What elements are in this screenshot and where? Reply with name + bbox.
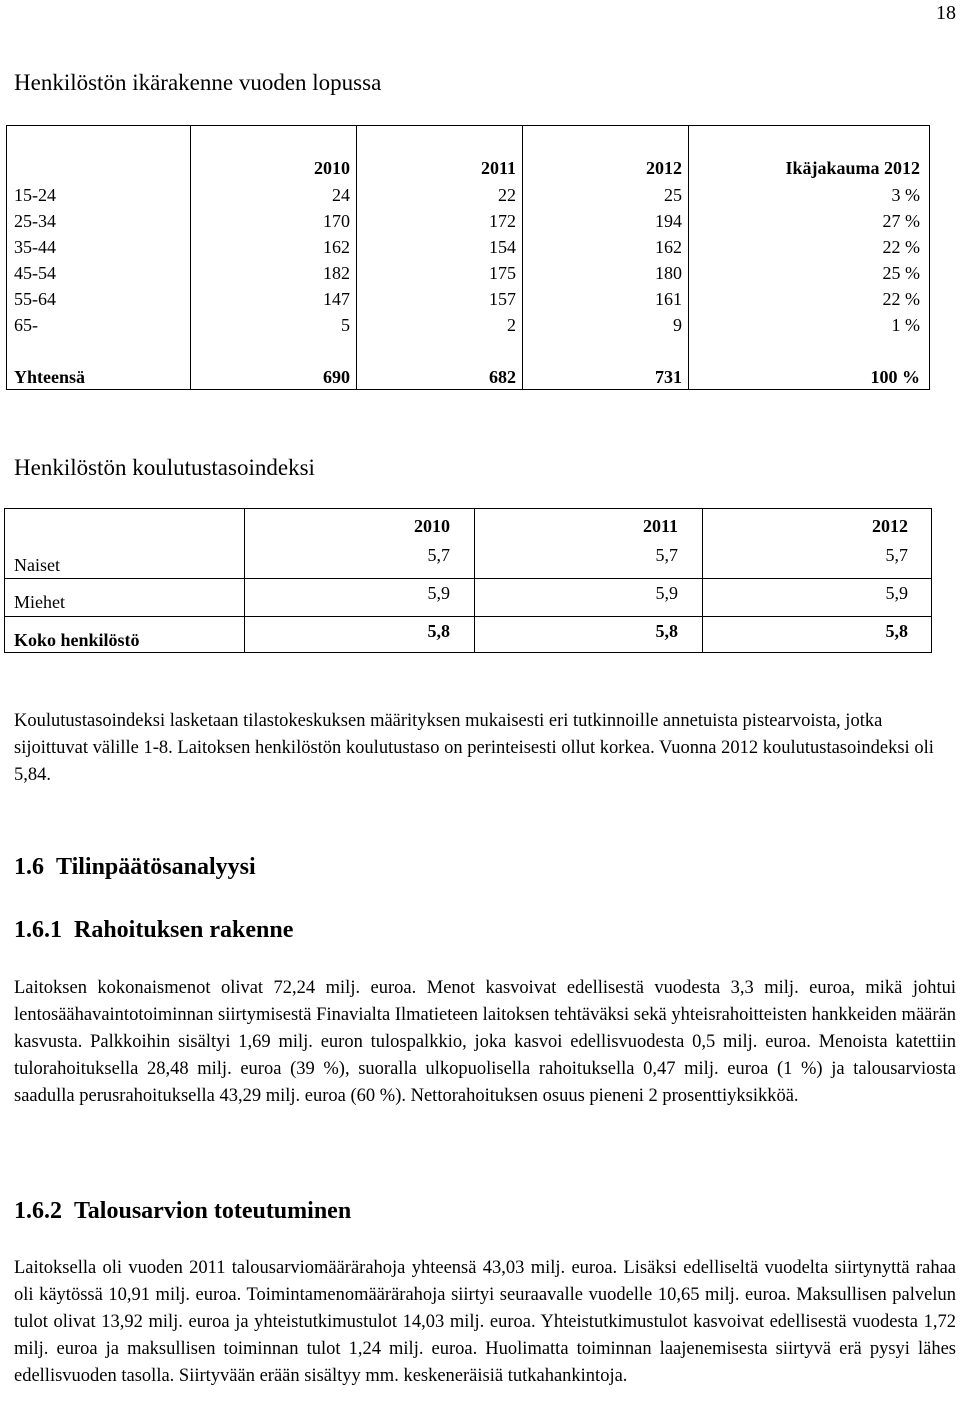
age-cell: 180 [655, 263, 682, 283]
age-row-label: 55-64 [14, 289, 56, 309]
education-cell: 5,9 [885, 583, 908, 603]
age-cell: 182 [323, 263, 350, 283]
education-header-2011: 2011 [642, 516, 678, 536]
section-number: 1.6 [14, 854, 44, 880]
age-cell: 162 [655, 237, 682, 257]
age-cell: 22 [498, 185, 516, 205]
age-cell: 147 [323, 289, 350, 309]
age-cell: 9 [673, 315, 682, 335]
education-table-divider [4, 616, 932, 617]
section-title-text: Tilinpäätösanalyysi [56, 854, 256, 880]
age-cell: 170 [323, 211, 350, 231]
education-header-2010: 2010 [414, 516, 450, 536]
education-cell: 5,7 [655, 545, 678, 565]
age-header-2011: 2011 [480, 158, 516, 178]
age-row-label: 35-44 [14, 237, 56, 257]
age-cell: 25 [664, 185, 682, 205]
education-total-label: Koko henkilöstö [14, 630, 140, 650]
page-number: 18 [936, 2, 956, 24]
section-title-text: Rahoituksen rakenne [74, 917, 294, 943]
section-number: 1.6.2 [14, 1198, 62, 1224]
age-total-label: Yhteensä [14, 367, 85, 387]
section-heading-financing [14, 917, 293, 944]
section-heading-analysis [14, 854, 256, 881]
age-cell: 25 % [882, 263, 920, 283]
age-cell: 22 % [882, 289, 920, 309]
age-cell: 27 % [882, 211, 920, 231]
age-total-cell: 690 [323, 367, 350, 387]
education-row-label: Miehet [14, 592, 65, 612]
section-title-text: Talousarvion toteutuminen [74, 1198, 352, 1224]
age-total-cell: 731 [655, 367, 682, 387]
age-cell: 194 [655, 211, 682, 231]
age-cell: 162 [323, 237, 350, 257]
education-row-label: Naiset [14, 555, 60, 575]
education-header-2012: 2012 [872, 516, 908, 536]
budget-paragraph: Laitoksella oli vuoden 2011 talousarviomäärärahoja yhteensä 43,03 milj. euroa. Lisäksi edelliseltä vuodelta siirtynyttä rahaa oli käytössä 10,91 milj. euroa. Toimintamenomäärärahoja siirtyi seuraavalle vuodelle 10,65 milj. euroa. Maksullisen palvelun tulot olivat 13,92 milj. euroa ja yhteistutkimustulot 14,03 milj. euroa. Yhteistutkimustulot kasvoivat edellisestä vuodesta 1,72 milj. euroa ja maksullisen toiminnan tulot 1,24 milj. euroa. Huolimatta toiminnan laajenemisesta siirtyvä erä pysyi lähes edellisvuoden tasolla. Siirtyvään erään sisältyy mm. keskeneräisiä tutkahankintoja. [14, 1258, 956, 1386]
age-row-label: 45-54 [14, 263, 56, 283]
age-row-label: 15-24 [14, 185, 56, 205]
age-cell: 1 % [891, 315, 920, 335]
education-section-title: Henkilöstön koulutustasoindeksi [14, 455, 315, 480]
education-paragraph: Koulutustasoindeksi lasketaan tilastokeskuksen määrityksen mukaisesti eri tutkinnoille annetuista pistearvoista, jotka sijoittuvat välille 1-8. Laitoksen henkilöstön koulutustaso on perinteisesti ollut korkea. Vuonna 2012 koulutustasoindeksi oli 5,84. [14, 711, 934, 785]
age-header-distribution: Ikäjakauma 2012 [785, 158, 920, 178]
age-cell: 175 [489, 263, 516, 283]
age-row-label: 25-34 [14, 211, 56, 231]
section-heading-budget [14, 1198, 351, 1225]
age-total-cell: 100 % [870, 367, 920, 387]
age-cell: 157 [489, 289, 516, 309]
financing-paragraph: Laitoksen kokonaismenot olivat 72,24 milj. euroa. Menot kasvoivat edellisestä vuodesta 3,3 milj. euroa, mikä johtui lentosäähavaintotoiminnan siirtymisestä Finavialta Ilmatieteen laitoksen tehtäväksi sekä yhteisrahoitteisten hankkeiden määrän kasvusta. Palkkoihin sisältyi 1,69 milj. euron tulospalkkio, joka kasvoi edellisvuodesta 0,5 milj. euroa. Menoista katettiin tulorahoituksella 28,48 milj. euroa (39 %), suoralla ulkopuolisella rahoituksella 0,47 milj. euroa (1 %) ja talousarviosta saadulla perusrahoituksella 43,29 milj. euroa (60 %). Nettorahoituksen osuus pieneni 2 prosenttiyksikköä. [14, 978, 956, 1106]
age-section-title: Henkilöstön ikärakenne vuoden lopussa [14, 70, 382, 95]
age-cell: 2 [507, 315, 516, 335]
age-cell: 3 % [891, 185, 920, 205]
age-total-cell: 682 [489, 367, 516, 387]
section-number: 1.6.1 [14, 917, 62, 943]
age-cell: 22 % [882, 237, 920, 257]
education-cell: 5,7 [427, 545, 450, 565]
education-cell: 5,9 [427, 583, 450, 603]
education-total-cell: 5,8 [885, 621, 908, 641]
age-cell: 5 [341, 315, 350, 335]
age-cell: 154 [489, 237, 516, 257]
education-total-cell: 5,8 [655, 621, 678, 641]
age-row-label: 65- [14, 315, 38, 335]
age-cell: 172 [489, 211, 516, 231]
age-cell: 161 [655, 289, 682, 309]
education-cell: 5,7 [885, 545, 908, 565]
age-header-2012: 2012 [646, 158, 682, 178]
education-cell: 5,9 [655, 583, 678, 603]
age-header-2010: 2010 [314, 158, 350, 178]
education-total-cell: 5,8 [427, 621, 450, 641]
education-table-divider [4, 578, 932, 579]
age-cell: 24 [332, 185, 350, 205]
